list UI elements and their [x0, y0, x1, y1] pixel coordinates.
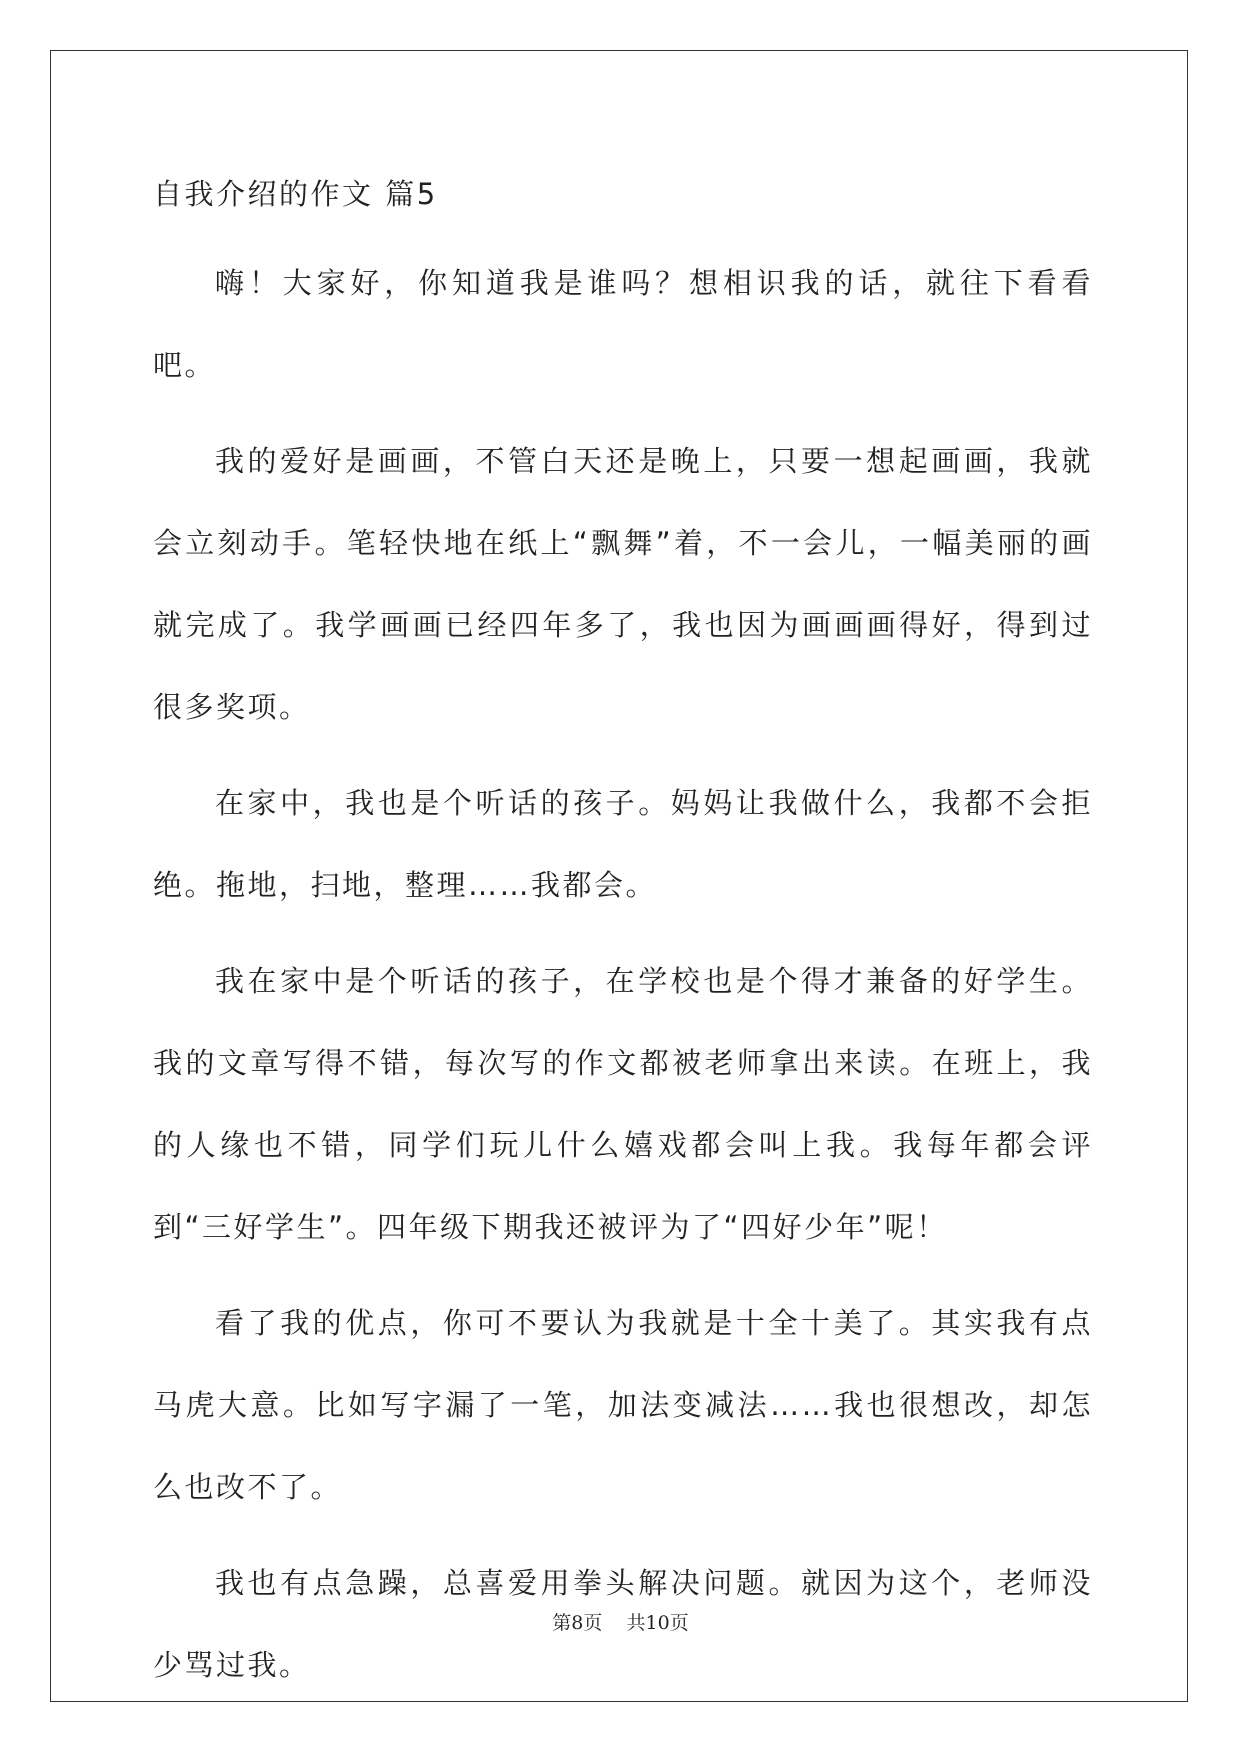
paragraph-school: 我在家中是个听话的孩子，在学校也是个得才兼备的好学生。我的文章写得不错，每次写的作文都被老师拿出来读。在班上，我的人缘也不错，同学们玩儿什么嬉戏都会叫上我。我每年都会评到“三好学生”。四年级下期我还被评为了“四好少年”呢！	[153, 964, 1093, 1244]
paragraph-greeting: 嗨！大家好，你知道我是谁吗？想相识我的话，就往下看看吧。	[153, 266, 1093, 382]
page-total: 共10页	[626, 1612, 689, 1634]
document-body	[153, 160, 1093, 1706]
paragraph-home: 在家中，我也是个听话的孩子。妈妈让我做什么，我都不会拒绝。拖地，扫地，整理……我都会。	[153, 786, 1093, 902]
page-footer	[0, 1608, 1241, 1635]
essay-heading: 自我介绍的作文 篇5	[153, 177, 438, 211]
paragraph-hobby: 我的爱好是画画，不管白天还是晚上，只要一想起画画，我就会立刻动手。笔轻快地在纸上“飘舞”着，不一会儿，一幅美丽的画就完成了。我学画画已经四年多了，我也因为画画画得好，得到过很多奖项。	[153, 444, 1093, 724]
paragraph-temper: 我也有点急躁，总喜爱用拳头解决问题。就因为这个，老师没少骂过我。	[153, 1566, 1093, 1682]
paragraph-shortcoming: 看了我的优点，你可不要认为我就是十全十美了。其实我有点马虎大意。比如写字漏了一笔，加法变减法……我也很想改，却怎么也改不了。	[153, 1306, 1093, 1504]
page-number: 第8页	[552, 1612, 603, 1634]
